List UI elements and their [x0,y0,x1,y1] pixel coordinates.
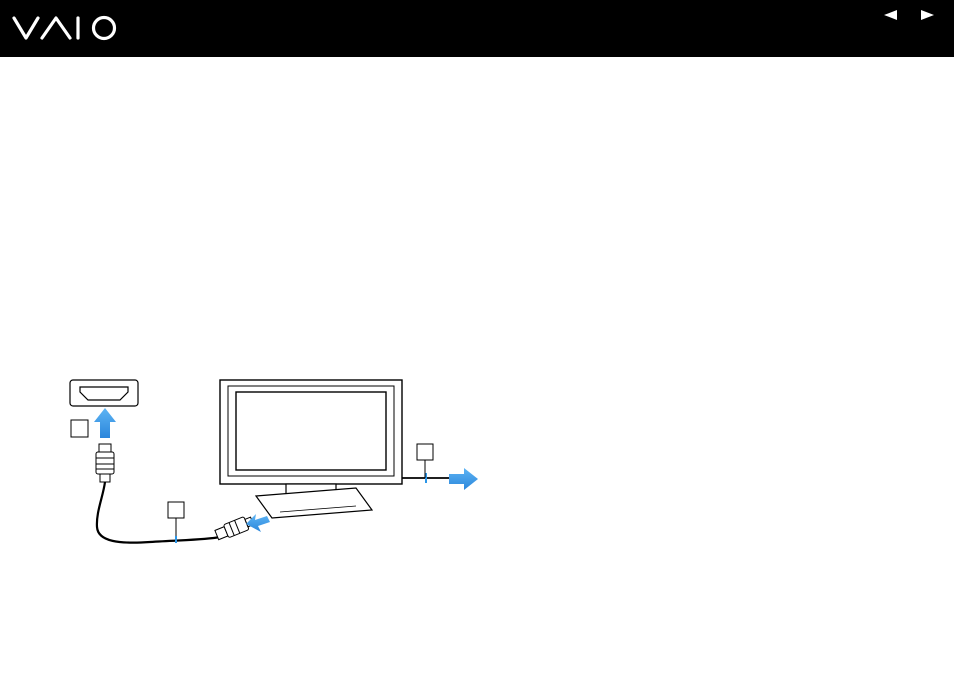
next-page-arrow-icon[interactable] [921,10,934,20]
page-navigation [884,7,934,23]
callout-1 [417,444,433,478]
warning-note [68,192,908,204]
callout-3 [71,420,88,437]
previous-page-arrow-icon[interactable] [884,10,897,20]
tv-icon [220,380,402,518]
tv-plug-icon [214,514,254,541]
connection-diagram [60,372,500,562]
header-bar [0,0,954,57]
right-arrow-icon [246,514,270,532]
callout-2 [168,502,184,536]
up-arrow-icon [94,408,116,438]
right-arrow-icon [449,468,478,490]
hdmi-cable [97,482,220,543]
warning-icon [68,192,908,204]
hdmi-port-icon [70,380,138,406]
hdmi-plug-icon [96,444,114,482]
vaio-logo [12,14,120,42]
